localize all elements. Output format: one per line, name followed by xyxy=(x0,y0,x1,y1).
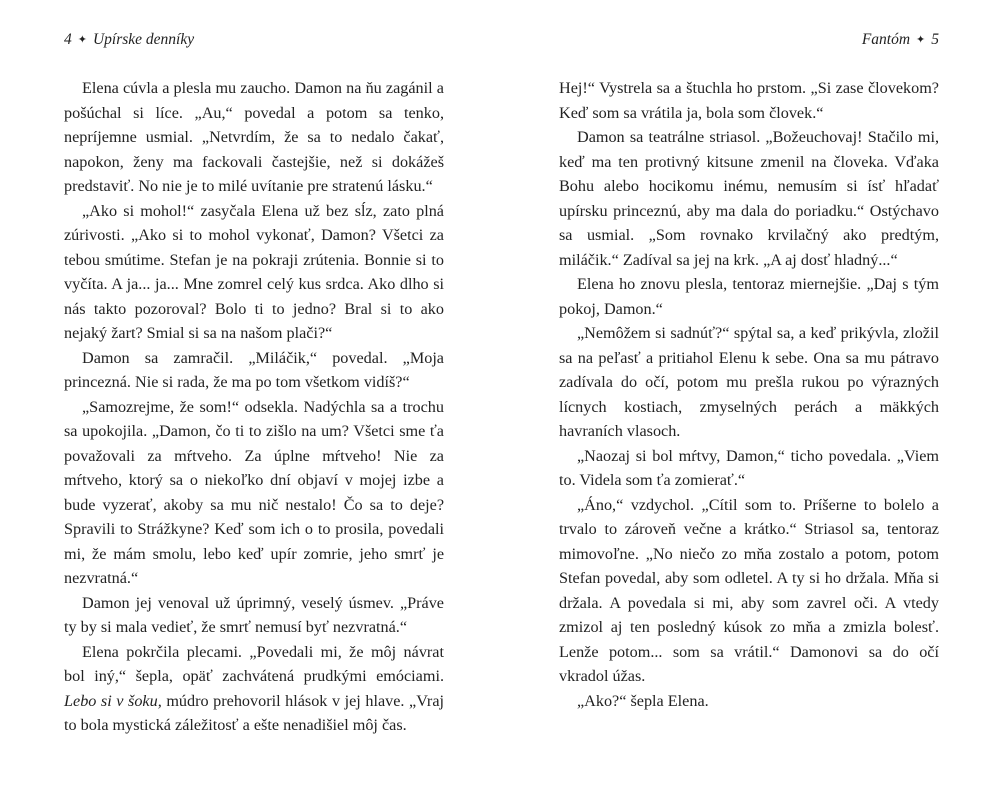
left-page xyxy=(64,0,444,800)
text-run: Elena pokrčila plecami. „Povedali mi, že môj návrat bol iný,“ šepla, opäť zachvátená prudkými emóciami. xyxy=(64,642,444,685)
right-page-number: 5 xyxy=(931,31,939,48)
text-run: Damon sa zamračil. „Miláčik,“ povedal. „Moja princezná. Nie si rada, že ma po tom všetkom vidíš?“ xyxy=(64,348,444,391)
paragraph xyxy=(64,199,444,346)
right-header-separator: ✦ xyxy=(916,34,926,46)
paragraph xyxy=(559,493,939,689)
paragraph xyxy=(64,346,444,395)
text-run: Damon jej venoval už úprimný, veselý úsmev. „Práve ty by si mala vedieť, že smrť nemusí byť nezvratná.“ xyxy=(64,593,444,636)
paragraph xyxy=(64,76,444,199)
left-header-title: Upírske denníky xyxy=(92,31,195,48)
italic-run: Lebo si v šoku, xyxy=(64,691,162,710)
text-run: Hej!“ Vystrela sa a štuchla ho prstom. „Si zase človekom? Keď som sa vrátila ja, bola som človek.“ xyxy=(559,79,939,122)
left-running-header xyxy=(64,30,444,51)
right-header-title: Fantóm xyxy=(861,31,911,48)
paragraph xyxy=(559,125,939,272)
text-run: Elena cúvla a plesla mu zaucho. Damon na ňu zagánil a pošúchal si líce. „Au,“ povedal a potom sa tenko, nepríjemne usmial. „Netvrdím, že sa to nedalo čakať, napokon, ženy ma fackovali častejšie, než si dokážeš predstaviť. No nie je to milé uvítanie pre stratenú lásku.“ xyxy=(64,79,444,195)
text-run: „Nemôžem si sadnúť?“ spýtal sa, a keď prikývla, zložil sa na peľasť a pritiahol Elenu k sebe. Ona sa mu pátravo zadívala do očí, potom mu prešla rukou po výrazných lícnych kostiach, zmyselných perách a mäkkých havraních vlasoch. xyxy=(559,324,939,440)
paragraph xyxy=(559,321,939,444)
text-run: Elena ho znovu plesla, tentoraz miernejšie. „Daj s tým pokoj, Damon.“ xyxy=(559,275,939,318)
paragraph xyxy=(64,640,444,738)
right-running-header xyxy=(559,30,939,51)
paragraph xyxy=(64,395,444,591)
right-page xyxy=(559,0,939,800)
paragraph xyxy=(559,76,939,125)
text-run: „Ako?“ šepla Elena. xyxy=(577,691,709,710)
paragraph xyxy=(64,591,444,640)
left-page-text xyxy=(64,76,444,738)
text-run: múdro prehovoril hlások v jej hlave. „Vraj to bola mystická záležitosť a ešte nenadišiel môj čas. xyxy=(64,691,444,734)
paragraph xyxy=(559,689,939,714)
paragraph xyxy=(559,272,939,321)
paragraph xyxy=(559,444,939,493)
text-run: Damon sa teatrálne striasol. „Božeuchovaj! Stačilo mi, keď ma ten protivný kitsune zmenil na človeka. Vďaka Bohu alebo hocikomu inému, nemusím si ísť hľadať upírsku princeznú, aby ma dala do poriadku.“ Ostýchavo sa usmial. „Som rovnako krvilačný ako predtým, miláčik.“ Zadíval sa jej na krk. „A aj dosť hladný...“ xyxy=(559,128,939,269)
text-run: „Áno,“ vzdychol. „Cítil som to. Príšerne to bolelo a trvalo to zároveň večne a krátko.“ Striasol sa, tentoraz mimovoľne. „No niečo zo mňa zostalo a potom, potom Stefan povedal, aby som odletel. A ty si ho držala. Mňa si držala. A povedala si mi, aby som zavrel oči. A vtedy zmizol aj ten posledný kúsok zo mňa a zmizla bolesť. Lenže potom... som sa vrátil.“ Damonovi sa do očí vkradol úžas. xyxy=(559,495,939,685)
text-run: „Naozaj si bol mŕtvy, Damon,“ ticho povedala. „Viem to. Videla som ťa zomierať.“ xyxy=(559,446,939,489)
left-header-separator: ✦ xyxy=(77,34,87,46)
text-run: „Ako si mohol!“ zasyčala Elena už bez sĺz, zato plná zúrivosti. „Ako si to mohol vykonať, Damon? Všetci za tebou smútime. Stefan je na pokraji zrútenia. Bonnie si to vyčíta. A ja... ja... Mne zomrel celý kus srdca. Ako dlho si nás takto pozoroval? Bolo ti to jedno? Bral si to ako nejaký žart? Smial si sa na našom plači?“ xyxy=(64,201,444,342)
text-run: „Samozrejme, že som!“ odsekla. Nadýchla sa a trochu sa upokojila. „Damon, čo ti to zišlo na um? Všetci sme ťa považovali za mŕtveho. Za úplne mŕtveho! Nie za mŕtveho, ktorý sa o niekoľko dní objaví v mojej izbe a bude vyzerať, akoby sa mu nič nestalo! Čo sa to deje? Spravili to Strážkyne? Keď som ich o to prosila, povedali mi, že mám smolu, lebo keď upír zomrie, jeho smrť je nezvratná.“ xyxy=(64,397,444,587)
left-page-number: 4 xyxy=(64,31,72,48)
right-page-text xyxy=(559,76,939,713)
